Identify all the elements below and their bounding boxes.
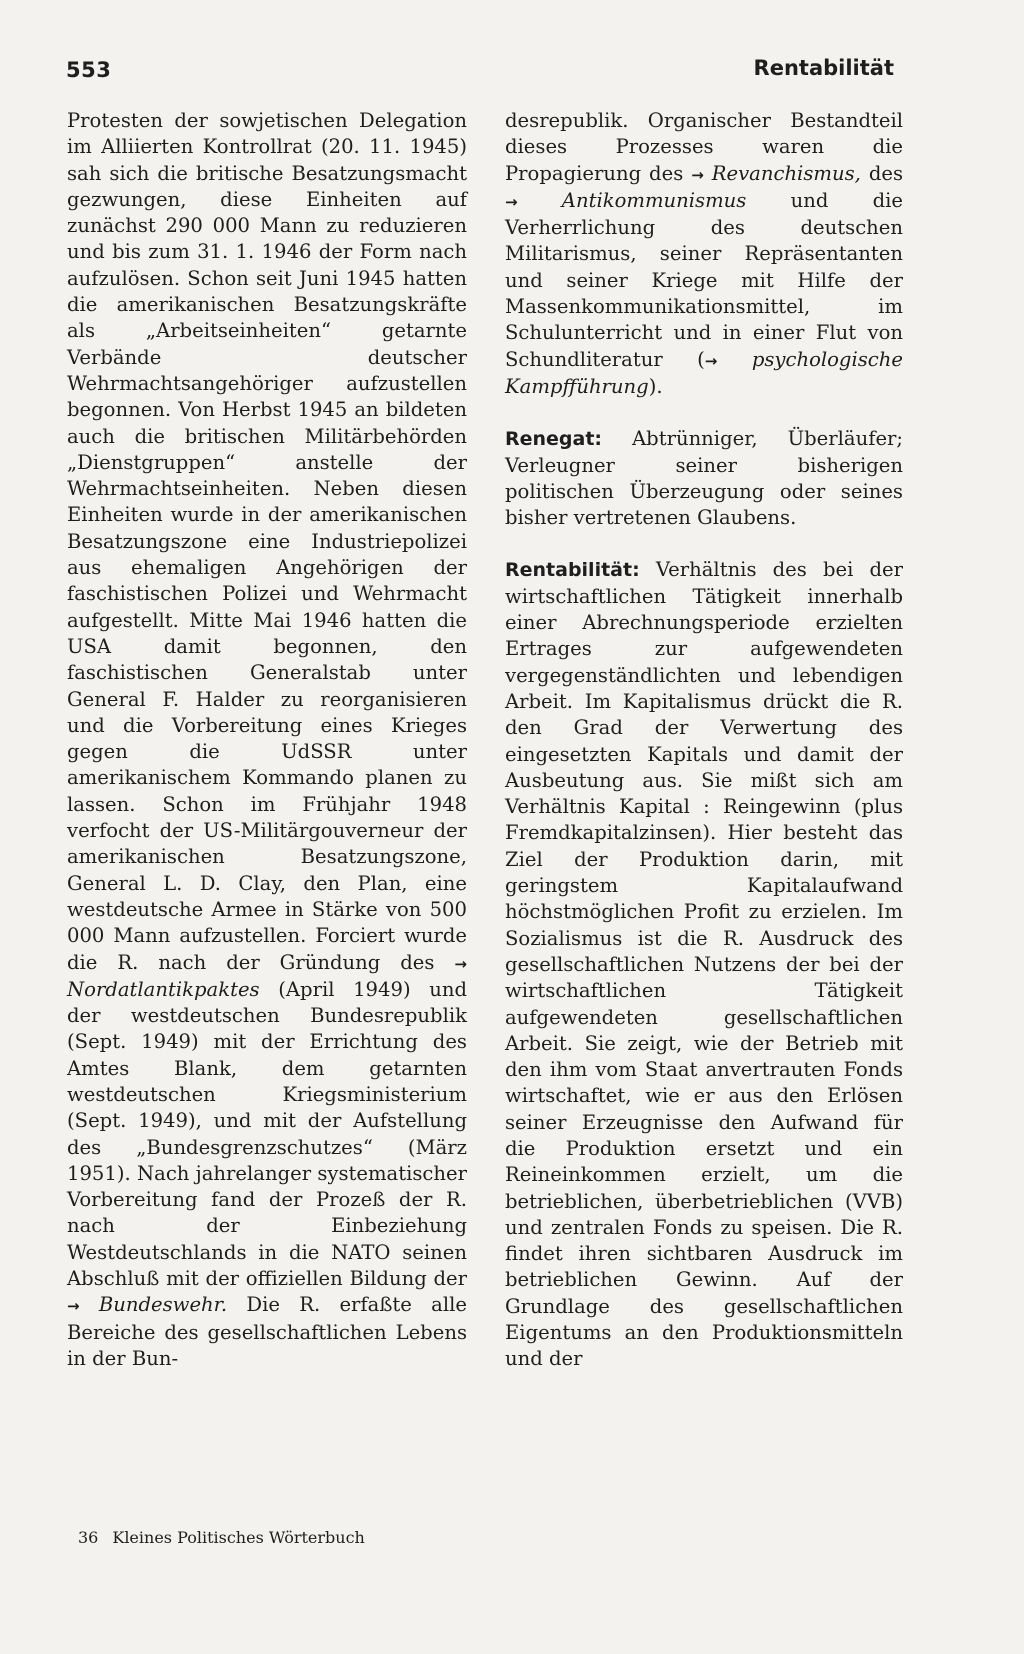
cross-reference-arrow-icon: →: [454, 954, 467, 973]
headword: Rentabilität:: [505, 559, 640, 582]
cross-reference: Antikommunismus: [561, 188, 747, 212]
paragraph-text: ).: [648, 374, 663, 398]
cross-reference-arrow-icon: →: [67, 1297, 80, 1316]
footer-signature-line: [78, 1528, 365, 1547]
cross-reference: Revanchismus,: [711, 161, 861, 185]
right-column: [505, 108, 903, 1373]
paragraph-text: Protesten der sowjetischen Delegation im Alliierten Kontrollrat (20. 11. 1945) sah sich die britische Besatzungsmacht gezwungen, diese Einheiten auf zunächst 290 000 Mann zu reduzieren und bis zum 31. 1. 1946 der Form nach aufzulösen. Schon seit Juni 1945 hatten die amerikanischen Besatzungskräfte als „Arbeitseinheiten“ getarnte Verbände deutscher Wehrmachtsangehöriger aufzustellen begonnen. Von Herbst 1945 an bildeten auch die britischen Militärbehörden „Dienstgruppen“ anstelle der Wehrmachtseinheiten. Neben diesen Einheiten wurde in der amerikanischen Besatzungszone eine Industriepolizei aus ehemaligen Angehörigen der faschistischen Polizei und Wehrmacht aufgestellt. Mitte Mai 1946 hatten die USA damit begonnen, den faschistischen Generalstab unter General F. Halder zu reorganisieren und die Vorbereitung eines Krieges gegen die UdSSR unter amerikanischem Kommando planen zu lassen. Schon im Frühjahr 1948 verfocht der US-Militärgouverneur der amerikanischen Besatzungszone, General L. D. Clay, den Plan, eine westdeutsche Armee in Stärke von 500 000 Mann aufzustellen. Forciert wurde die R. nach der Gründung des: [67, 109, 467, 974]
cross-reference-arrow-icon: →: [505, 192, 518, 211]
page-number: 553: [66, 58, 112, 82]
paragraph-text: und die Verherrlichung des deutschen Militarismus, seiner Repräsentanten und seiner Kriege mit Hilfe der Massenkommunikationsmittel, im Schulunterricht und in einer Flut von Schundliteratur (: [505, 188, 903, 371]
entry-rentabilitaet: [505, 557, 903, 1372]
paragraph-text: des: [868, 161, 904, 185]
cross-reference: Bundeswehr.: [98, 1293, 228, 1317]
paragraph-text: Die R. erfaßte alle Bereiche des gesellschaftlichen Lebens in der Bun-: [67, 1293, 467, 1370]
entry-continuation-paragraph: [67, 108, 467, 1372]
entry-definition: Verhältnis des bei der wirtschaftlichen Tätigkeit innerhalb einer Abrechnungsperiode erzielten Ertrages zur aufgewendeten vergegenständlichten und lebendigen Arbeit. Im Kapitalismus drückt die R. den Grad der Verwertung des eingesetzten Kapitals und damit der Ausbeutung aus. Sie mißt sich am Verhältnis Kapital : Reingewinn (plus Fremdkapitalzinsen). Hier besteht das Ziel der Produktion darin, mit geringstem Kapitalaufwand höchstmöglichen Profit zu erzielen. Im Sozialismus ist die R. Ausdruck des gesellschaftlichen Nutzens der bei der wirtschaftlichen Tätigkeit aufgewendeten gesellschaftlichen Arbeit. Sie zeigt, wie der Betrieb mit den ihm vom Staat anvertrauten Fonds wirtschaftet, wie er aus den Erlösen seiner Erzeugnisse den Aufwand für die Produktion ersetzt und ein Reineinkommen erzielt, um die betrieblichen, überbetrieblichen (VVB) und zentralen Fonds zu speisen. Die R. findet ihren sichtbaren Ausdruck im betrieblichen Gewinn. Auf der Grundlage des gesellschaftlichen Eigentums an den Produktionsmitteln und der: [505, 558, 904, 1371]
book-title: Kleines Politisches Wörterbuch: [112, 1528, 365, 1547]
left-column: [67, 108, 467, 1372]
cross-reference: psychologische Kampfführung: [505, 347, 903, 398]
running-head: Rentabilität: [753, 56, 894, 80]
entry-definition: Abtrünniger, Überläufer; Verleugner seiner bisherigen politischen Überzeugung oder seines bisher vertretenen Glaubens.: [505, 427, 904, 530]
entry-continuation-paragraph: [505, 108, 903, 400]
headword: Renegat:: [505, 428, 603, 451]
entry-renegat: [505, 426, 903, 531]
cross-reference: Nordatlantikpaktes: [67, 977, 260, 1001]
paragraph-text: (April 1949) und der westdeutschen Bundesrepublik (Sept. 1949) mit der Errichtung des Amtes Blank, dem getarnten westdeutschen Kriegsministerium (Sept. 1949), und mit der Aufstellung des „Bundesgrenzschutzes“ (März 1951). Nach jahrelanger systematischer Vorbereitung fand der Prozeß der R. nach der Einbeziehung Westdeutschlands in die NATO seinen Abschluß mit der offiziellen Bildung der: [67, 977, 467, 1291]
signature-number: 36: [78, 1528, 99, 1547]
cross-reference-arrow-icon: →: [691, 165, 704, 184]
cross-reference-arrow-icon: →: [704, 351, 718, 370]
paragraph-text: desrepublik. Organischer Bestandteil dieses Prozesses waren die Propagierung des: [505, 109, 903, 185]
